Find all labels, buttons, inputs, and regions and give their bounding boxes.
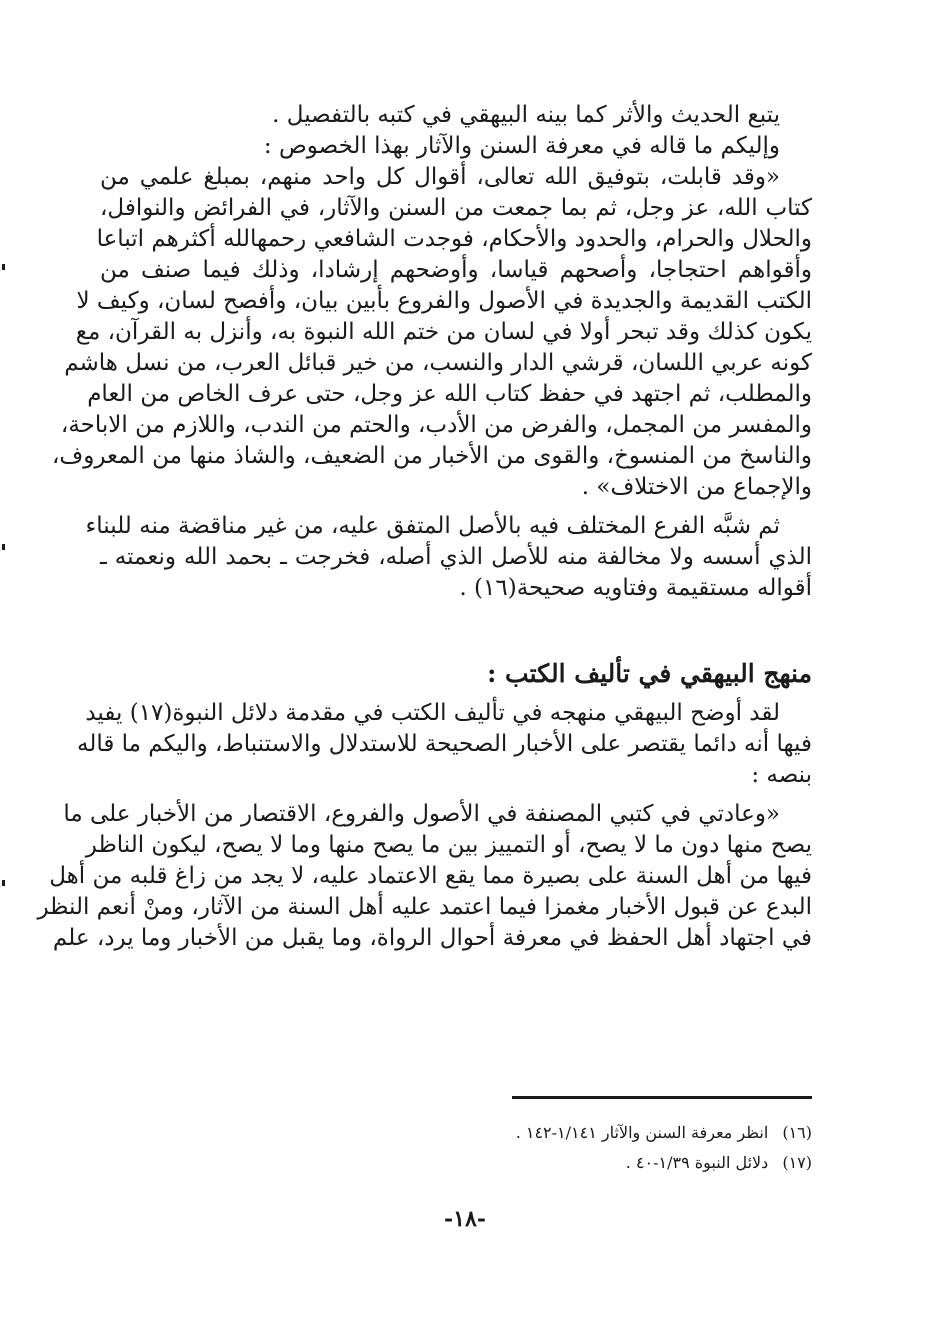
quote-line: فيها من أهل السنة على بصيرة مما يقع الاعتماد عليه، لا يجد من زاغ قلبه من أهل (49, 863, 812, 889)
quote-line: وأقواهم احتجاجا، وأصحهم قياسا، وأوضحهم إرشادا، وذلك فيما صنف من (100, 257, 812, 283)
intro-line: يتبع الحديث والأثر كما بينه البيهقي في كتبه بالتفصيل . (272, 102, 780, 128)
quote-line: في اجتهاد أهل الحفظ في معرفة أحوال الرواة، وما يقبل من الأخبار وما يرد، علم (52, 925, 812, 951)
footnote-separator (512, 1096, 812, 1099)
section-heading: منهج البيهقي في تأليف الكتب : (487, 659, 812, 688)
footnotes (412, 1118, 812, 1178)
page-body (37, 100, 812, 954)
quote-line: والناسخ من المنسوخ، والقوى من الأخبار من الضعيف، والشاذ منها من المعروف، (51, 443, 812, 469)
quote-line: والمطلب، ثم اجتهد في حفظ كتاب الله عز وجل، حتى عرف الخاص من العام (87, 381, 812, 407)
intro-line: وإليكم ما قاله في معرفة السنن والآثار بهذا الخصوص : (263, 133, 780, 159)
paragraph-line: ثم شبَّه الفرع المختلف فيه بالأصل المتفق عليه، من غير مناقضة منه للبناء (85, 513, 780, 539)
quote-line: يكون كذلك وقد تبحر أولا في لسان من ختم الله النبوة به، وأنزل به القرآن، مع (75, 319, 812, 345)
quote-line: والإجماع من الاختلاف» . (581, 474, 812, 500)
footnote-text: دلائل النبوة ١/٣٩-٤٠ . (625, 1153, 769, 1172)
footnote-text: انظر معرفة السنن والآثار ١/١٤١-١٤٢ . (515, 1123, 769, 1142)
quote-line: يصح منها دون ما لا يصح، أو التمييز بين ما يصح منها وما لا يصح، ليكون الناظر (85, 832, 812, 858)
footnote (412, 1148, 812, 1178)
quote-line: «وعادتي في كتبي المصنفة في الأصول والفروع، الاقتصار من الأخبار على ما (63, 801, 780, 827)
paragraph-line: الذي أسسه ولا مخالفة منه للأصل الذي أصله، فخرجت ـ بحمد الله ونعمته ـ (100, 544, 812, 570)
quote-line: كونه عربي اللسان، قرشي الدار والنسب، من خير قبائل العرب، من نسل هاشم (64, 350, 812, 376)
quote-line: والحلال والحرام، والحدود والأحكام، فوجدت الشافعي رحمهالله أكثرهم اتباعا (96, 226, 812, 252)
paragraph-line: لقد أوضح البيهقي منهجه في تأليف الكتب في مقدمة دلائل النبوة(١٧) يفيد (85, 700, 780, 726)
footnote-number: (١٧) (782, 1153, 812, 1172)
quote-line: «وقد قابلت، بتوفيق الله تعالى، أقوال كل واحد منهم، بمبلغ علمي من (100, 164, 780, 190)
paragraph-line: بنصه : (751, 762, 812, 788)
page-number: -١٨- (444, 1206, 486, 1232)
paragraph-line: فيها أنه دائما يقتصر على الأخبار الصحيحة للاستدلال والاستنباط، واليكم ما قاله (76, 731, 812, 757)
footnote-number: (١٦) (782, 1123, 812, 1142)
quote-line: والمفسر من المجمل، والفرض من الأدب، والحتم من الندب، واللازم من الاباحة، (60, 412, 812, 438)
quote-line: كتاب الله، عز وجل، ثم بما جمعت من السنن والآثار، في الفرائض والنوافل، (100, 195, 812, 221)
scan-edge-mark (2, 880, 5, 886)
quote-line: البدع عن قبول الأخبار مغمزا فيما اعتمد عليه أهل السنة من الآثار، ومنْ أنعم النظر (37, 894, 812, 920)
scan-edge-mark (2, 264, 5, 270)
quote-line: الكتب القديمة والجديدة في الأصول والفروع بأبين بيان، وأفصح لسان، وكيف لا (76, 288, 812, 314)
paragraph-line: أقواله مستقيمة وفتاويه صحيحة(١٦) . (459, 575, 812, 601)
footnote (412, 1118, 812, 1148)
scan-edge-mark (2, 544, 5, 550)
